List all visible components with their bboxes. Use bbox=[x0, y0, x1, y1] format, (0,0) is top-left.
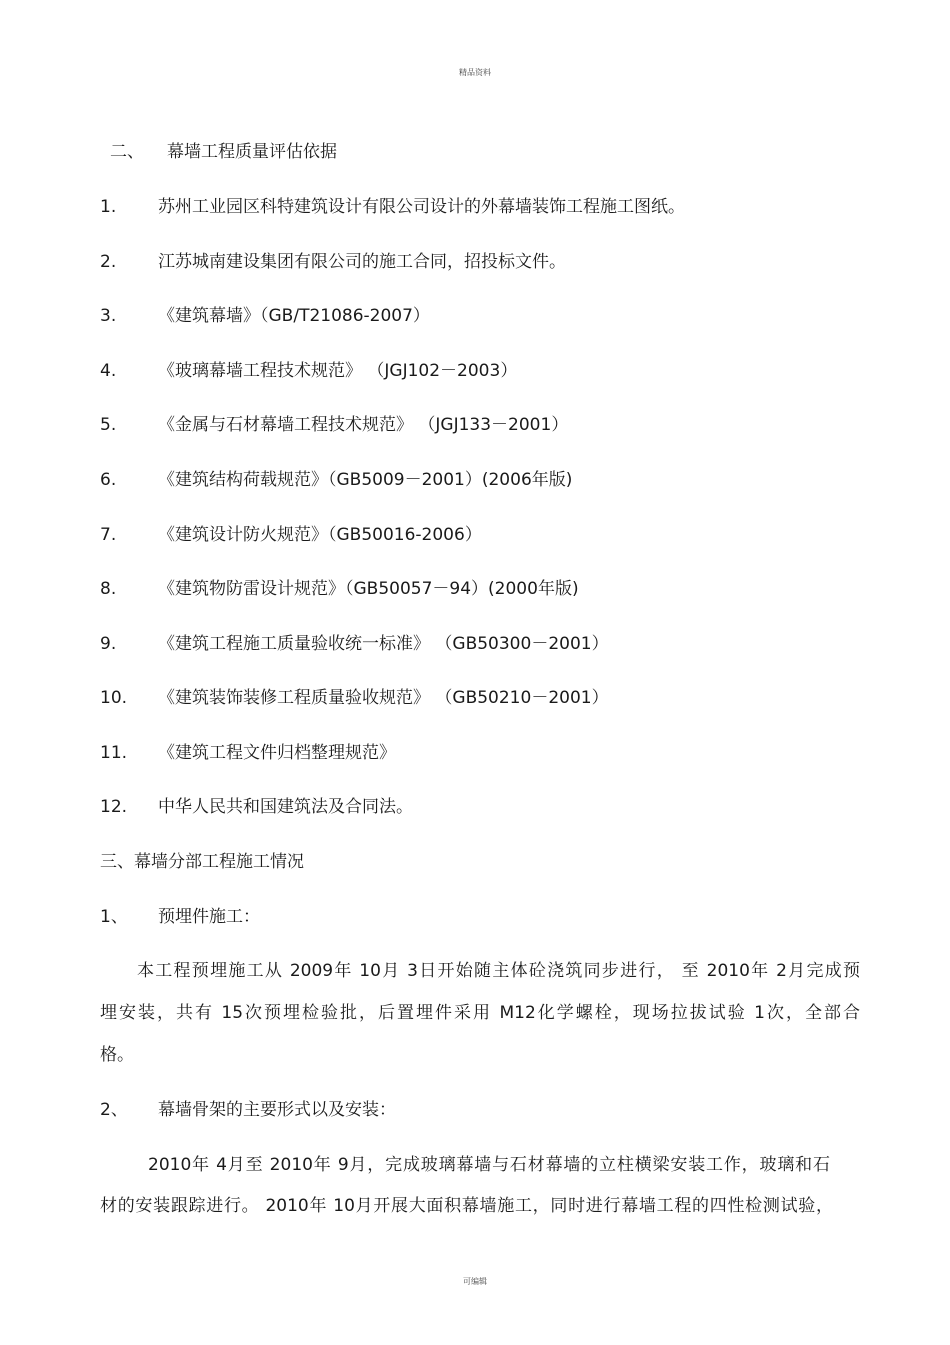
list-item-number: 2. bbox=[100, 252, 117, 272]
list-item-number: 10. bbox=[100, 688, 128, 708]
list-item-number: 3. bbox=[100, 306, 117, 326]
subsection-title: 幕墙骨架的主要形式以及安装： bbox=[158, 1100, 396, 1120]
section-title: 三、幕墙分部工程施工情况 bbox=[100, 852, 304, 872]
list-item-text: 《玻璃幕墙工程技术规范》 （JGJ102－2003） bbox=[158, 361, 518, 381]
list-item-number: 4. bbox=[100, 361, 117, 381]
list-item-number: 1. bbox=[100, 197, 117, 217]
subsection-number: 1、 bbox=[100, 907, 128, 927]
paragraph-line: 2010年 4月至 2010年 9月，完成玻璃幕墙与石材幕墙的立柱横梁安装工作，玻璃和石 bbox=[148, 1155, 830, 1175]
list-item-text: 苏州工业园区科特建筑设计有限公司设计的外幕墙装饰工程施工图纸。 bbox=[158, 197, 685, 217]
section-number: 二、 bbox=[110, 142, 144, 162]
section-title: 幕墙工程质量评估依据 bbox=[167, 142, 337, 162]
paragraph-line: 材的安装跟踪进行。 2010年 10月开展大面积幕墙施工，同时进行幕墙工程的四性检测试验， bbox=[100, 1196, 833, 1216]
section-heading-3 bbox=[100, 851, 304, 873]
subsection-title: 预埋件施工： bbox=[158, 907, 260, 927]
list-item-text: 《建筑工程施工质量验收统一标准》 （GB50300－2001） bbox=[158, 634, 609, 654]
list-item-number: 12. bbox=[100, 797, 128, 817]
list-item-text: 《建筑工程文件归档整理规范》 bbox=[158, 743, 396, 763]
page-footer: 可编辑 bbox=[463, 1277, 487, 1286]
list-item-text: 《金属与石材幕墙工程技术规范》 （JGJ133－2001） bbox=[158, 415, 569, 435]
list-item-text: 《建筑结构荷载规范》（GB5009－2001）(2006年版) bbox=[158, 470, 573, 490]
list-item-text: 《建筑幕墙》（GB/T21086-2007） bbox=[158, 306, 430, 326]
subsection-number: 2、 bbox=[100, 1100, 128, 1120]
paragraph-line: 埋安装，共有 15次预埋检验批，后置埋件采用 M12化学螺栓，现场拉拔试验 1次，全部合 bbox=[100, 1003, 860, 1023]
list-item-text: 《建筑设计防火规范》（GB50016-2006） bbox=[158, 525, 482, 545]
list-item-text: 中华人民共和国建筑法及合同法。 bbox=[158, 797, 413, 817]
list-item-number: 5. bbox=[100, 415, 117, 435]
list-item-number: 11. bbox=[100, 743, 128, 763]
paragraph-line: 格。 bbox=[100, 1045, 134, 1065]
list-item-number: 8. bbox=[100, 579, 117, 599]
list-item-number: 7. bbox=[100, 525, 117, 545]
list-item-number: 9. bbox=[100, 634, 117, 654]
list-item-text: 《建筑装饰装修工程质量验收规范》 （GB50210－2001） bbox=[158, 688, 609, 708]
list-item-text: 《建筑物防雷设计规范》（GB50057－94）(2000年版) bbox=[158, 579, 579, 599]
list-item-text: 江苏城南建设集团有限公司的施工合同，招投标文件。 bbox=[158, 252, 566, 272]
list-item-number: 6. bbox=[100, 470, 117, 490]
page-header: 精品资料 bbox=[459, 68, 491, 77]
paragraph-line: 本工程预埋施工从 2009年 10月 3日开始随主体砼浇筑同步进行， 至 2010年 2月完成预 bbox=[137, 961, 860, 981]
